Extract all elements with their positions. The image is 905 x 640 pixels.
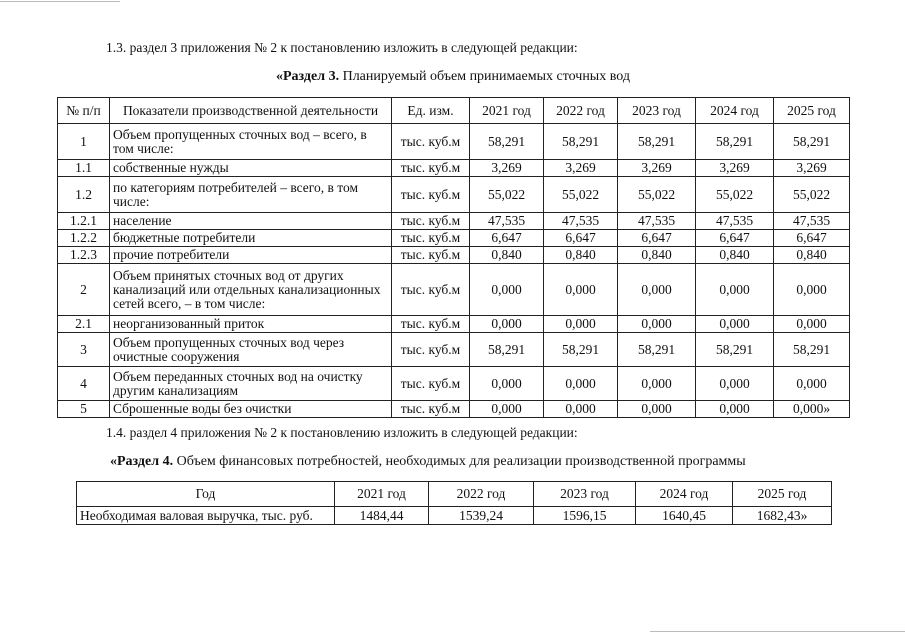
value-cell: 0,000: [544, 316, 618, 333]
value-cell: 1484,44: [335, 507, 429, 525]
section-4-heading: [110, 454, 746, 470]
table-row: [77, 507, 832, 525]
row-number-cell: 1.2.1: [58, 213, 110, 230]
row-label-cell: Объем принятых сточных вод от других канализаций или отдельных канализационных сетей всего, – в том числе:: [110, 264, 392, 316]
row-label-cell: неорганизованный приток: [110, 316, 392, 333]
row-label-cell: Необходимая валовая выручка, тыс. руб.: [77, 507, 335, 525]
value-cell: 0,000: [774, 316, 850, 333]
row-number-cell: 3: [58, 333, 110, 367]
value-cell: 1539,24: [429, 507, 534, 525]
row-number-cell: 1.2.3: [58, 247, 110, 264]
row-label-cell: прочие потребители: [110, 247, 392, 264]
value-cell: 0,000: [544, 367, 618, 401]
unit-cell: тыс. куб.м: [392, 316, 470, 333]
table-row: [58, 401, 850, 418]
value-cell: 1640,45: [636, 507, 733, 525]
row-number-cell: 5: [58, 401, 110, 418]
unit-cell: тыс. куб.м: [392, 124, 470, 160]
value-cell: 58,291: [618, 124, 696, 160]
value-cell: 3,269: [544, 160, 618, 177]
unit-cell: тыс. куб.м: [392, 367, 470, 401]
paragraph-1-3: 1.3. раздел 3 приложения № 2 к постановлению изложить в следующей редакции:: [106, 40, 578, 55]
row-number-cell: 2: [58, 264, 110, 316]
row-number-cell: 1.2.2: [58, 230, 110, 247]
value-cell: 0,000: [470, 401, 544, 418]
row-label-cell: население: [110, 213, 392, 230]
row-label-cell: собственные нужды: [110, 160, 392, 177]
header-cell: 2025 год: [733, 482, 832, 507]
value-cell: 0,000: [470, 264, 544, 316]
header-cell: Ед. изм.: [392, 98, 470, 124]
value-cell: 0,000: [696, 264, 774, 316]
value-cell: 0,000: [774, 264, 850, 316]
value-cell: 47,535: [774, 213, 850, 230]
value-cell: 0,000: [618, 367, 696, 401]
row-label-cell: Объем переданных сточных вод на очистку другим канализациям: [110, 367, 392, 401]
value-cell: 6,647: [470, 230, 544, 247]
section-3-heading: [276, 69, 630, 85]
unit-cell: тыс. куб.м: [392, 160, 470, 177]
value-cell: 58,291: [774, 124, 850, 160]
value-cell: 6,647: [696, 230, 774, 247]
value-cell: 0,000: [470, 316, 544, 333]
table-row: [58, 213, 850, 230]
row-number-cell: 2.1: [58, 316, 110, 333]
header-cell: 2024 год: [636, 482, 733, 507]
value-cell: 6,647: [618, 230, 696, 247]
section-4-heading-text: Объем финансовых потребностей, необходимых для реализации производственной программы: [173, 454, 746, 469]
value-cell: 0,000: [618, 401, 696, 418]
row-number-cell: 1: [58, 124, 110, 160]
row-number-cell: 1.1: [58, 160, 110, 177]
row-label-cell: Объем пропущенных сточных вод через очистные сооружения: [110, 333, 392, 367]
paragraph-1-4: 1.4. раздел 4 приложения № 2 к постановлению изложить в следующей редакции:: [106, 425, 578, 440]
value-cell: 0,000: [544, 401, 618, 418]
value-cell: 55,022: [544, 177, 618, 213]
header-cell: Год: [77, 482, 335, 507]
section-4-table: [76, 481, 832, 525]
value-cell: 55,022: [774, 177, 850, 213]
scan-artifact-line: [0, 1, 120, 2]
value-cell: 3,269: [774, 160, 850, 177]
value-cell: 47,535: [696, 213, 774, 230]
table-row: [58, 316, 850, 333]
unit-cell: тыс. куб.м: [392, 264, 470, 316]
header-cell: 2021 год: [470, 98, 544, 124]
value-cell: 0,000: [618, 264, 696, 316]
value-cell: 0,840: [470, 247, 544, 264]
value-cell: 3,269: [696, 160, 774, 177]
header-cell: 2022 год: [429, 482, 534, 507]
table-row: [58, 247, 850, 264]
value-cell: 0,000: [774, 367, 850, 401]
section-3-heading-bold: «Раздел 3.: [276, 69, 340, 84]
value-cell: 0,000: [696, 316, 774, 333]
table-header-row: [77, 482, 832, 507]
value-cell: 47,535: [618, 213, 696, 230]
table-header-row: [58, 98, 850, 124]
value-cell: 58,291: [544, 124, 618, 160]
row-number-cell: 4: [58, 367, 110, 401]
unit-cell: тыс. куб.м: [392, 230, 470, 247]
value-cell: 0,000: [618, 316, 696, 333]
unit-cell: тыс. куб.м: [392, 177, 470, 213]
value-cell: 0,840: [696, 247, 774, 264]
value-cell: 58,291: [774, 333, 850, 367]
value-cell: 6,647: [544, 230, 618, 247]
value-cell: 0,000: [696, 401, 774, 418]
row-label-cell: бюджетные потребители: [110, 230, 392, 247]
table-row: [58, 160, 850, 177]
value-cell: 58,291: [470, 124, 544, 160]
value-cell: 55,022: [696, 177, 774, 213]
header-cell: 2022 год: [544, 98, 618, 124]
value-cell: 1682,43»: [733, 507, 832, 525]
value-cell: 3,269: [618, 160, 696, 177]
value-cell: 0,000: [470, 367, 544, 401]
value-cell: 47,535: [470, 213, 544, 230]
section-4-heading-bold: «Раздел 4.: [110, 454, 174, 469]
header-cell: 2025 год: [774, 98, 850, 124]
value-cell: 58,291: [696, 333, 774, 367]
header-cell: № п/п: [58, 98, 110, 124]
value-cell: 58,291: [470, 333, 544, 367]
value-cell: 55,022: [618, 177, 696, 213]
value-cell: 47,535: [544, 213, 618, 230]
header-cell: 2024 год: [696, 98, 774, 124]
unit-cell: тыс. куб.м: [392, 333, 470, 367]
row-label-cell: по категориям потребителей – всего, в том числе:: [110, 177, 392, 213]
value-cell: 0,840: [774, 247, 850, 264]
header-cell: 2023 год: [618, 98, 696, 124]
unit-cell: тыс. куб.м: [392, 213, 470, 230]
table-row: [58, 367, 850, 401]
table-row: [58, 230, 850, 247]
table-row: [58, 177, 850, 213]
value-cell: 1596,15: [534, 507, 636, 525]
scan-artifact-line: [650, 631, 905, 632]
header-cell: 2021 год: [335, 482, 429, 507]
value-cell: 55,022: [470, 177, 544, 213]
section-3-heading-text: Планируемый объем принимаемых сточных вод: [339, 69, 630, 84]
value-cell: 0,840: [618, 247, 696, 264]
section-3-table: [57, 97, 850, 418]
table-row: [58, 333, 850, 367]
row-label-cell: Объем пропущенных сточных вод – всего, в том числе:: [110, 124, 392, 160]
unit-cell: тыс. куб.м: [392, 247, 470, 264]
row-number-cell: 1.2: [58, 177, 110, 213]
table-row: [58, 124, 850, 160]
value-cell: 6,647: [774, 230, 850, 247]
value-cell: 3,269: [470, 160, 544, 177]
header-cell: 2023 год: [534, 482, 636, 507]
row-label-cell: Сброшенные воды без очистки: [110, 401, 392, 418]
value-cell: 58,291: [618, 333, 696, 367]
value-cell: 58,291: [696, 124, 774, 160]
header-cell: Показатели производственной деятельности: [110, 98, 392, 124]
value-cell: 0,000: [544, 264, 618, 316]
unit-cell: тыс. куб.м: [392, 401, 470, 418]
table-row: [58, 264, 850, 316]
value-cell: 0,000: [696, 367, 774, 401]
value-cell: 0,840: [544, 247, 618, 264]
value-cell: 0,000»: [774, 401, 850, 418]
value-cell: 58,291: [544, 333, 618, 367]
